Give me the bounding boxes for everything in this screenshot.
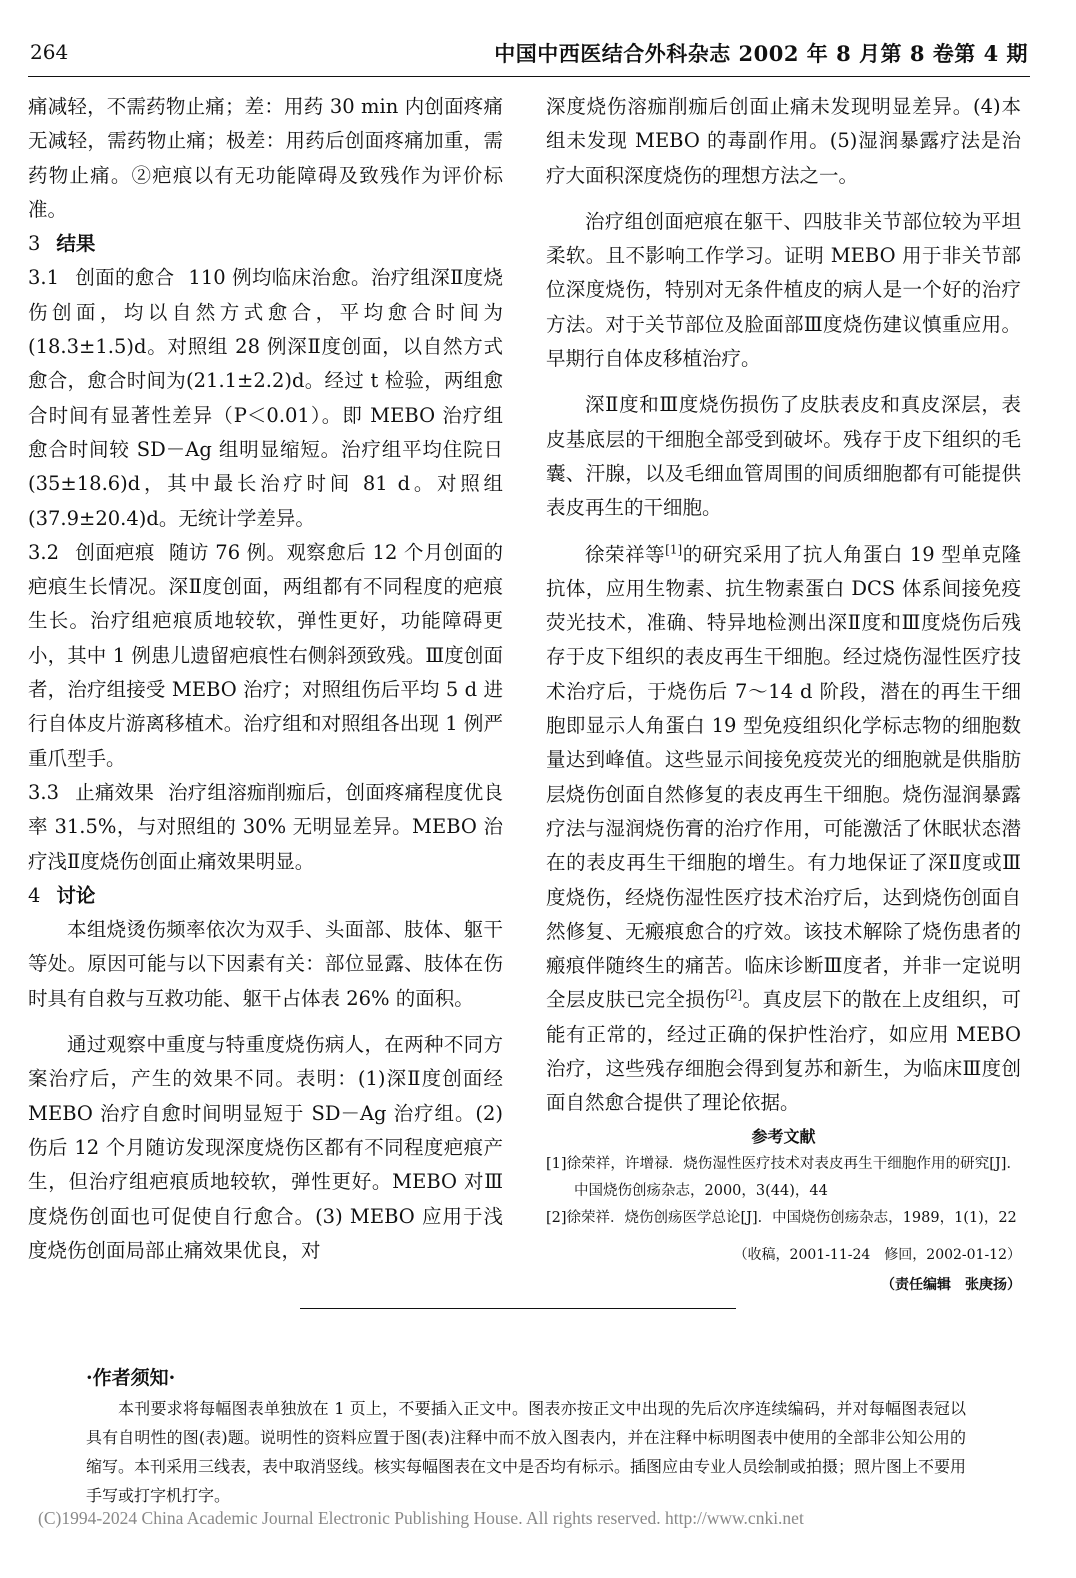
left-column bbox=[28, 90, 503, 1268]
right-column bbox=[546, 90, 1021, 1300]
citation: [2] bbox=[725, 987, 743, 1002]
author-notice bbox=[86, 1362, 966, 1510]
section-heading: 4 讨论 bbox=[28, 883, 96, 907]
responsible-editor: （责任编辑 张庚扬） bbox=[881, 1276, 1021, 1293]
section-divider bbox=[300, 1308, 736, 1309]
page-number: 264 bbox=[30, 40, 69, 64]
notice-body: 本刊要求将每幅图表单独放在 1 页上，不要插入正文中。图表亦按正文中出现的先后次序连续编码，并对每幅图表冠以具有自明性的图(表)题。说明性的资料应置于图(表)注释中而不放入图表内，并在注释中标明图表中使用的全部非公知公用的缩写。本刊采用三线表，表中取消竖线。核实每幅图表在文中是否均有标示。插图应由专业人员绘制或拍摄；照片图上不要用手写或打字机打字。 bbox=[86, 1399, 967, 1505]
citation: [1] bbox=[665, 542, 683, 557]
references-title: 参考文献 bbox=[751, 1126, 816, 1146]
paragraph: 痛减轻，不需药物止痛；差：用药 30 min 内创面疼痛无减轻，需药物止痛；极差：用药后创面疼痛加重，需药物止痛。②疤痕以有无功能障碍及致残作为评价标准。 bbox=[28, 95, 503, 221]
paragraph: 治疗组创面疤痕在躯干、四肢非关节部位较为平坦柔软。且不影响工作学习。证明 MEBO 用于非关节部位深度烧伤，特别对无条件植皮的病人是一个好的治疗方法。对于关节部位及脸面部Ⅲ度烧伤建议慎重应用。早期行自体皮移植治疗。 bbox=[546, 209, 1021, 371]
paragraph: 通过观察中重度与特重度烧伤病人，在两种不同方案治疗后，产生的效果不同。表明：(1)深Ⅱ度创面经 MEBO 治疗自愈时间明显短于 SD－Ag 治疗组。(2)伤后 12 个月随访发现深度烧伤区都有不同程度疤痕产生，但治疗组疤痕质地较软，弹性更好。MEBO 对Ⅲ度烧伤创面也可促使自行愈合。(3) MEBO 应用于浅度烧伤创面局部止痛效果优良，对 bbox=[28, 1033, 503, 1262]
subsection-3-2: 3.2 创面疤痕 随访 76 例。观察愈后 12 个月创面的疤痕生长情况。深Ⅱ度创面，两组都有不同程度的疤痕生长。治疗组疤痕质地较软，弹性更好，功能障碍更小，其中 1 例患儿遗留疤痕性右侧斜颈致残。Ⅲ度创面者，治疗组接受 MEBO 治疗；对照组伤后平均 5 d 进行自体皮片游离移植术。治疗组和对照组各出现 1 例严重爪型手。 bbox=[28, 540, 503, 770]
paragraph: 深度烧伤溶痂削痂后创面止痛未发现明显差异。(4)本组未发现 MEBO 的毒副作用。(5)湿润暴露疗法是治疗大面积深度烧伤的理想方法之一。 bbox=[546, 95, 1021, 187]
notice-title: ·作者须知· bbox=[86, 1367, 176, 1389]
reference-item: [2]徐荣祥．烧伤创疡医学总论[J]．中国烧伤创疡杂志，1989，1(1)，22 bbox=[546, 1209, 1017, 1226]
paragraph: 本组烧烫伤频率依次为双手、头面部、肢体、躯干等处。原因可能与以下因素有关：部位显露、肢体在伤时具有自救与互救功能、躯干占体表 26% 的面积。 bbox=[28, 918, 503, 1010]
subsection-3-1: 3.1 创面的愈合 110 例均临床治愈。治疗组深Ⅱ度烧伤创面，均以自然方式愈合，平均愈合时间为(18.3±1.5)d。对照组 28 例深Ⅱ度创面，以自然方式愈合，愈合时间为(21.1±2.2)d。经过 t 检验，两组愈合时间有显著性差异（P＜0.01）。即 MEBO 治疗组愈合时间较 SD－Ag 组明显缩短。治疗组平均住院日(35±18.6)d，其中最长治疗时间 81 d。对照组(37.9±20.4)d。无统计学差异。 bbox=[28, 266, 503, 530]
header-rule bbox=[28, 76, 1030, 77]
copyright-footer: (C)1994-2024 China Academic Journal Electronic Publishing House. All rights reserved. http://www.cnki.net bbox=[38, 1508, 804, 1528]
journal-title: 中国中西医结合外科杂志 2002 年 8 月第 8 卷第 4 期 bbox=[494, 41, 1028, 66]
received-date: （收稿，2001-11-24 修回，2002-01-12） bbox=[733, 1246, 1021, 1263]
section-heading: 3 结果 bbox=[28, 232, 96, 256]
page-header bbox=[28, 38, 1028, 74]
paragraph: 徐荣祥等[1]的研究采用了抗人角蛋白 19 型单克隆抗体，应用生物素、抗生物素蛋白 DCS 体系间接免疫荧光技术，准确、特异地检测出深Ⅱ度和Ⅲ度烧伤后残存于皮下组织的表皮再生干细胞。经过烧伤湿性医疗技术治疗后，于烧伤后 7～14 d 阶段，潜在的再生干细胞即显示人角蛋白 19 型免疫组织化学标志物的细胞数量达到峰值。这些显示间接免疫荧光的细胞就是供脂肪层烧伤创面自然修复的表皮再生干细胞。烧伤湿润暴露疗法与湿润烧伤膏的治疗作用，可能激活了休眠状态潜在的表皮再生干细胞的增生。有力地保证了深Ⅱ度或Ⅲ度烧伤，经烧伤湿性医疗技术治疗后，达到烧伤创面自然修复、无瘢痕愈合的疗效。该技术解除了烧伤患者的瘢痕伴随终生的痛苦。临床诊断Ⅲ度者，并非一定说明全层皮肤已完全损伤[2]。真皮层下的散在上皮组织，可能有正常的，经过正确的保护性治疗，如应用 MEBO 治疗，这些残存细胞会得到复苏和新生，为临床Ⅲ度创面自然愈合提供了理论依据。 bbox=[546, 542, 1021, 1115]
subsection-3-3: 3.3 止痛效果 治疗组溶痂削痂后，创面疼痛程度优良率 31.5%，与对照组的 30% 无明显差异。MEBO 治疗浅Ⅱ度烧伤创面止痛效果明显。 bbox=[28, 780, 503, 873]
reference-item: [1]徐荣祥，许增禄．烧伤湿性医疗技术对表皮再生干细胞作用的研究[J]．中国烧伤创疡杂志，2000，3(44)，44 bbox=[546, 1155, 1021, 1199]
paragraph: 深Ⅱ度和Ⅲ度烧伤损伤了皮肤表皮和真皮深层，表皮基底层的干细胞全部受到破坏。残存于皮下组织的毛囊、汗腺，以及毛细血管周围的间质细胞都有可能提供表皮再生的干细胞。 bbox=[546, 393, 1021, 520]
